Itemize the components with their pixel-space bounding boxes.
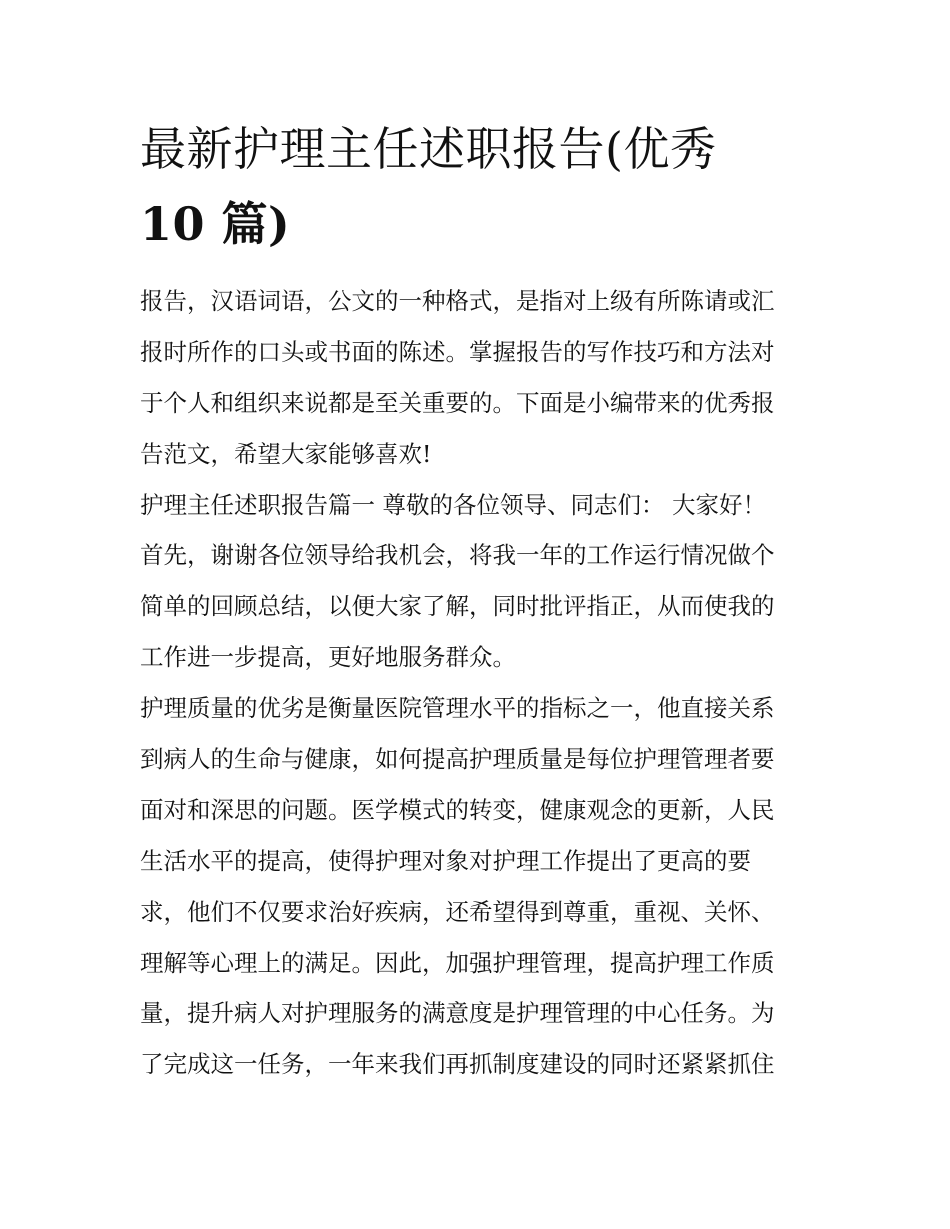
body-line: 工作进一步提高，更好地服务群众。 — [140, 643, 516, 672]
body-line: 护理主任述职报告篇一 尊敬的各位领导、同志们： 大家好！ — [140, 490, 766, 519]
title-line-1: 最新护理主任述职报告(优秀 — [140, 122, 717, 176]
body-line: 生活水平的提高，使得护理对象对护理工作提出了更高的要 — [140, 846, 751, 875]
body-line: 理解等心理上的满足。因此，加强护理管理，提高护理工作质 — [140, 948, 775, 977]
body-line: 于个人和组织来说都是至关重要的。下面是小编带来的优秀报 — [140, 388, 775, 417]
body-line: 护理质量的优劣是衡量医院管理水平的指标之一，他直接关系 — [140, 694, 775, 723]
document-body — [140, 276, 812, 1090]
body-line: 报时所作的口头或书面的陈述。掌握报告的写作技巧和方法对 — [140, 337, 775, 366]
title-line-2: 10 篇) — [140, 197, 291, 251]
document-content — [140, 112, 812, 1090]
body-line: 简单的回顾总结，以便大家了解，同时批评指正，从而使我的 — [140, 592, 775, 621]
body-line: 了完成这一任务，一年来我们再抓制度建设的同时还紧紧抓住 — [140, 1050, 775, 1079]
body-line: 告范文，希望大家能够喜欢! — [140, 439, 432, 468]
body-line: 面对和深思的问题。医学模式的转变，健康观念的更新，人民 — [140, 795, 775, 824]
body-line: 求，他们不仅要求治好疾病，还希望得到尊重，重视、关怀、 — [140, 897, 775, 926]
body-line: 量，提升病人对护理服务的满意度是护理管理的中心任务。为 — [140, 999, 775, 1028]
body-line: 报告，汉语词语，公文的一种格式，是指对上级有所陈请或汇 — [140, 287, 775, 315]
body-line: 到病人的生命与健康，如何提高护理质量是每位护理管理者要 — [140, 745, 775, 774]
document-title — [140, 112, 812, 262]
body-line: 首先，谢谢各位领导给我机会，将我一年的工作运行情况做个 — [140, 541, 775, 570]
